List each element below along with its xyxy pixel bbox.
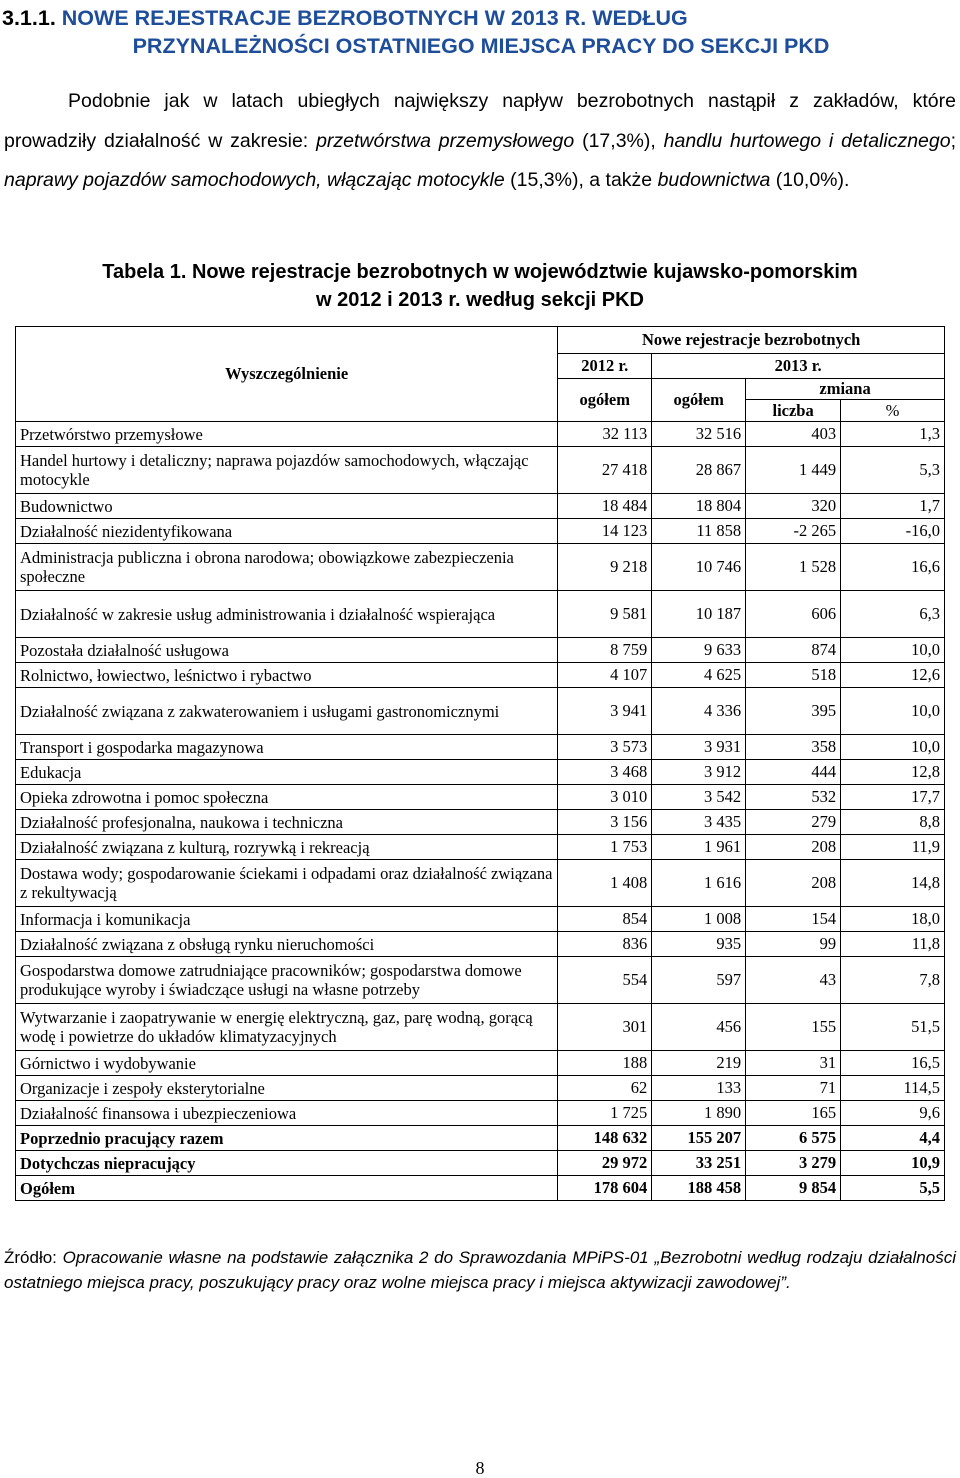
row-label: Działalność związana z zakwaterowaniem i usługami gastronomicznymi — [16, 688, 558, 735]
row-change: 154 — [746, 907, 841, 932]
section-heading — [2, 4, 952, 60]
row-total-2012: 188 — [558, 1051, 652, 1076]
row-change: 395 — [746, 688, 841, 735]
row-percent: 8,8 — [841, 810, 945, 835]
table-caption-line2: w 2012 i 2013 r. według sekcji PKD — [316, 289, 644, 311]
source-label: Źródło: — [4, 1248, 63, 1267]
section-number: 3.1.1. — [2, 6, 56, 30]
para-text: ; — [950, 129, 957, 152]
header-change: zmiana — [746, 379, 945, 400]
para-emphasis: handlu hurtowego i detalicznego — [663, 129, 951, 152]
para-text: Podobnie jak w latach ubiegłych największy napływ bezrobotnych nastąpił z zakładów, które prowadziły działalność w zakresie: — [4, 90, 956, 152]
row-label: Ogółem — [16, 1176, 558, 1201]
row-label: Działalność w zakresie usług administrowania i działalność wspierająca — [16, 591, 558, 638]
section-title-line1: NOWE REJESTRACJE BEZROBOTNYCH W 2013 R. WEDŁUG — [61, 6, 688, 30]
row-percent: 7,8 — [841, 957, 945, 1004]
row-percent: 51,5 — [841, 1004, 945, 1051]
row-total-2012: 3 156 — [558, 810, 652, 835]
row-change: 320 — [746, 494, 841, 519]
row-label: Działalność profesjonalna, naukowa i techniczna — [16, 810, 558, 835]
row-total-2012: 29 972 — [558, 1151, 652, 1176]
row-total-2012: 836 — [558, 932, 652, 957]
row-change: 403 — [746, 422, 841, 447]
row-total-2012: 14 123 — [558, 519, 652, 544]
table-row — [16, 907, 945, 932]
row-change: 155 — [746, 1004, 841, 1051]
row-total-2013: 28 867 — [652, 447, 746, 494]
row-label: Działalność związana z kulturą, rozrywką i rekreacją — [16, 835, 558, 860]
table-row — [16, 688, 945, 735]
row-label: Informacja i komunikacja — [16, 907, 558, 932]
row-percent: 12,8 — [841, 760, 945, 785]
row-percent: 5,5 — [841, 1176, 945, 1201]
row-change: 279 — [746, 810, 841, 835]
row-percent: 1,3 — [841, 422, 945, 447]
row-percent: 4,4 — [841, 1126, 945, 1151]
row-total-2013: 18 804 — [652, 494, 746, 519]
row-total-2012: 18 484 — [558, 494, 652, 519]
row-total-2012: 9 218 — [558, 544, 652, 591]
row-total-2012: 8 759 — [558, 638, 652, 663]
row-total-2012: 4 107 — [558, 663, 652, 688]
table-row — [16, 785, 945, 810]
para-emphasis: naprawy pojazdów samochodowych, włączając motocykle — [4, 169, 505, 191]
header-group: Nowe rejestracje bezrobotnych — [558, 327, 945, 354]
table-row — [16, 1051, 945, 1076]
row-total-2012: 854 — [558, 907, 652, 932]
row-total-2013: 133 — [652, 1076, 746, 1101]
row-total-2013: 3 912 — [652, 760, 746, 785]
row-change: 606 — [746, 591, 841, 638]
row-change: 99 — [746, 932, 841, 957]
row-total-2012: 9 581 — [558, 591, 652, 638]
header-total-2012: ogółem — [558, 379, 652, 422]
header-2013: 2013 r. — [652, 354, 945, 379]
row-change: 444 — [746, 760, 841, 785]
table-row — [16, 1076, 945, 1101]
registrations-table — [15, 326, 945, 1201]
header-total-2013: ogółem — [652, 379, 746, 422]
row-total-2013: 1 890 — [652, 1101, 746, 1126]
row-total-2013: 3 542 — [652, 785, 746, 810]
row-total-2013: 33 251 — [652, 1151, 746, 1176]
table-row — [16, 932, 945, 957]
table-row — [16, 1126, 945, 1151]
table-body — [16, 422, 945, 1201]
row-change: -2 265 — [746, 519, 841, 544]
row-total-2012: 3 468 — [558, 760, 652, 785]
row-label: Dotychczas niepracujący — [16, 1151, 558, 1176]
row-percent: 18,0 — [841, 907, 945, 932]
row-total-2012: 301 — [558, 1004, 652, 1051]
row-change: 3 279 — [746, 1151, 841, 1176]
header-item: Wyszczególnienie — [16, 327, 558, 422]
row-label: Handel hurtowy i detaliczny; naprawa pojazdów samochodowych, włączając motocykle — [16, 447, 558, 494]
row-total-2013: 11 858 — [652, 519, 746, 544]
row-total-2013: 10 746 — [652, 544, 746, 591]
row-label: Edukacja — [16, 760, 558, 785]
row-percent: 114,5 — [841, 1076, 945, 1101]
row-percent: 10,9 — [841, 1151, 945, 1176]
para-text: (17,3%), — [574, 129, 664, 152]
table-row — [16, 638, 945, 663]
header-2012: 2012 r. — [558, 354, 652, 379]
row-total-2012: 32 113 — [558, 422, 652, 447]
row-total-2012: 178 604 — [558, 1176, 652, 1201]
row-label: Poprzednio pracujący razem — [16, 1126, 558, 1151]
row-label: Działalność związana z obsługą rynku nieruchomości — [16, 932, 558, 957]
table-row — [16, 1176, 945, 1201]
row-change: 208 — [746, 835, 841, 860]
row-total-2013: 155 207 — [652, 1126, 746, 1151]
row-label: Działalność niezidentyfikowana — [16, 519, 558, 544]
row-total-2013: 9 633 — [652, 638, 746, 663]
row-change: 165 — [746, 1101, 841, 1126]
row-label: Gospodarstwa domowe zatrudniające pracowników; gospodarstwa domowe produkujące wyroby i świadczące usługi na własne potrzeby — [16, 957, 558, 1004]
row-total-2013: 597 — [652, 957, 746, 1004]
row-label: Działalność finansowa i ubezpieczeniowa — [16, 1101, 558, 1126]
row-label: Przetwórstwo przemysłowe — [16, 422, 558, 447]
row-total-2013: 456 — [652, 1004, 746, 1051]
row-percent: 1,7 — [841, 494, 945, 519]
table-caption — [0, 258, 960, 314]
row-total-2012: 3 573 — [558, 735, 652, 760]
row-label: Wytwarzanie i zaopatrywanie w energię elektryczną, gaz, parę wodną, gorącą wodę i powietrze do układów klimatyzacyjnych — [16, 1004, 558, 1051]
table-row — [16, 957, 945, 1004]
row-total-2013: 3 931 — [652, 735, 746, 760]
row-total-2012: 62 — [558, 1076, 652, 1101]
row-total-2012: 554 — [558, 957, 652, 1004]
row-change: 874 — [746, 638, 841, 663]
para-text: (10,0%). — [770, 169, 850, 191]
header-percent: % — [841, 400, 945, 422]
table-row — [16, 835, 945, 860]
row-total-2013: 3 435 — [652, 810, 746, 835]
table-row — [16, 519, 945, 544]
row-total-2012: 3 010 — [558, 785, 652, 810]
table-row — [16, 760, 945, 785]
row-label: Opieka zdrowotna i pomoc społeczna — [16, 785, 558, 810]
row-percent: 10,0 — [841, 638, 945, 663]
row-label: Administracja publiczna i obrona narodowa; obowiązkowe zabezpieczenia społeczne — [16, 544, 558, 591]
row-percent: 5,3 — [841, 447, 945, 494]
row-percent: 16,6 — [841, 544, 945, 591]
row-percent: 14,8 — [841, 860, 945, 907]
source-note — [4, 1245, 956, 1295]
row-total-2013: 1 008 — [652, 907, 746, 932]
table-row — [16, 544, 945, 591]
section-title-line2: PRZYNALEŻNOŚCI OSTATNIEGO MIEJSCA PRACY DO SEKCJI PKD — [132, 34, 830, 58]
row-percent: -16,0 — [841, 519, 945, 544]
para-emphasis: budownictwa — [657, 169, 771, 191]
row-percent: 10,0 — [841, 735, 945, 760]
row-percent: 17,7 — [841, 785, 945, 810]
row-percent: 11,9 — [841, 835, 945, 860]
row-change: 532 — [746, 785, 841, 810]
table-row — [16, 810, 945, 835]
row-total-2013: 188 458 — [652, 1176, 746, 1201]
table-row — [16, 663, 945, 688]
row-percent: 9,6 — [841, 1101, 945, 1126]
table-row — [16, 1151, 945, 1176]
table-row — [16, 1101, 945, 1126]
table-row — [16, 591, 945, 638]
row-change: 518 — [746, 663, 841, 688]
row-total-2013: 1 616 — [652, 860, 746, 907]
table-caption-line1: Tabela 1. Nowe rejestracje bezrobotnych w województwie kujawsko-pomorskim — [102, 261, 858, 283]
table-row — [16, 860, 945, 907]
table-row — [16, 447, 945, 494]
row-total-2013: 4 336 — [652, 688, 746, 735]
source-text: Opracowanie własne na podstawie załącznika 2 do Sprawozdania MPiPS-01 „Bezrobotni według rodzaju działalności ostatniego miejsca pracy, poszukujący pracy oraz wolne miejsca pracy i miejsca aktywizacji zawodowej”. — [4, 1248, 956, 1292]
row-change: 6 575 — [746, 1126, 841, 1151]
row-total-2012: 1 725 — [558, 1101, 652, 1126]
row-total-2013: 219 — [652, 1051, 746, 1076]
row-total-2013: 10 187 — [652, 591, 746, 638]
row-total-2013: 935 — [652, 932, 746, 957]
row-change: 208 — [746, 860, 841, 907]
header-count: liczba — [746, 400, 841, 422]
table-row — [16, 1004, 945, 1051]
row-total-2013: 32 516 — [652, 422, 746, 447]
row-percent: 6,3 — [841, 591, 945, 638]
row-label: Pozostała działalność usługowa — [16, 638, 558, 663]
page-number: 8 — [475, 1458, 485, 1478]
table-row — [16, 735, 945, 760]
row-percent: 11,8 — [841, 932, 945, 957]
row-change: 358 — [746, 735, 841, 760]
row-label: Transport i gospodarka magazynowa — [16, 735, 558, 760]
row-label: Organizacje i zespoły eksterytorialne — [16, 1076, 558, 1101]
row-total-2012: 1 408 — [558, 860, 652, 907]
row-label: Budownictwo — [16, 494, 558, 519]
row-percent: 10,0 — [841, 688, 945, 735]
para-text: (15,3%), a także — [504, 169, 658, 191]
row-total-2012: 148 632 — [558, 1126, 652, 1151]
intro-paragraph — [4, 82, 956, 201]
para-emphasis: przetwórstwa przemysłowego — [316, 129, 575, 152]
table-row — [16, 422, 945, 447]
row-percent: 12,6 — [841, 663, 945, 688]
row-label: Górnictwo i wydobywanie — [16, 1051, 558, 1076]
row-change: 31 — [746, 1051, 841, 1076]
row-change: 1 528 — [746, 544, 841, 591]
row-label: Rolnictwo, łowiectwo, leśnictwo i rybactwo — [16, 663, 558, 688]
row-total-2012: 3 941 — [558, 688, 652, 735]
row-percent: 16,5 — [841, 1051, 945, 1076]
row-change: 43 — [746, 957, 841, 1004]
row-change: 71 — [746, 1076, 841, 1101]
row-total-2012: 1 753 — [558, 835, 652, 860]
row-total-2012: 27 418 — [558, 447, 652, 494]
row-label: Dostawa wody; gospodarowanie ściekami i odpadami oraz działalność związana z rekultywacją — [16, 860, 558, 907]
row-change: 9 854 — [746, 1176, 841, 1201]
row-change: 1 449 — [746, 447, 841, 494]
table-row — [16, 494, 945, 519]
row-total-2013: 1 961 — [652, 835, 746, 860]
row-total-2013: 4 625 — [652, 663, 746, 688]
